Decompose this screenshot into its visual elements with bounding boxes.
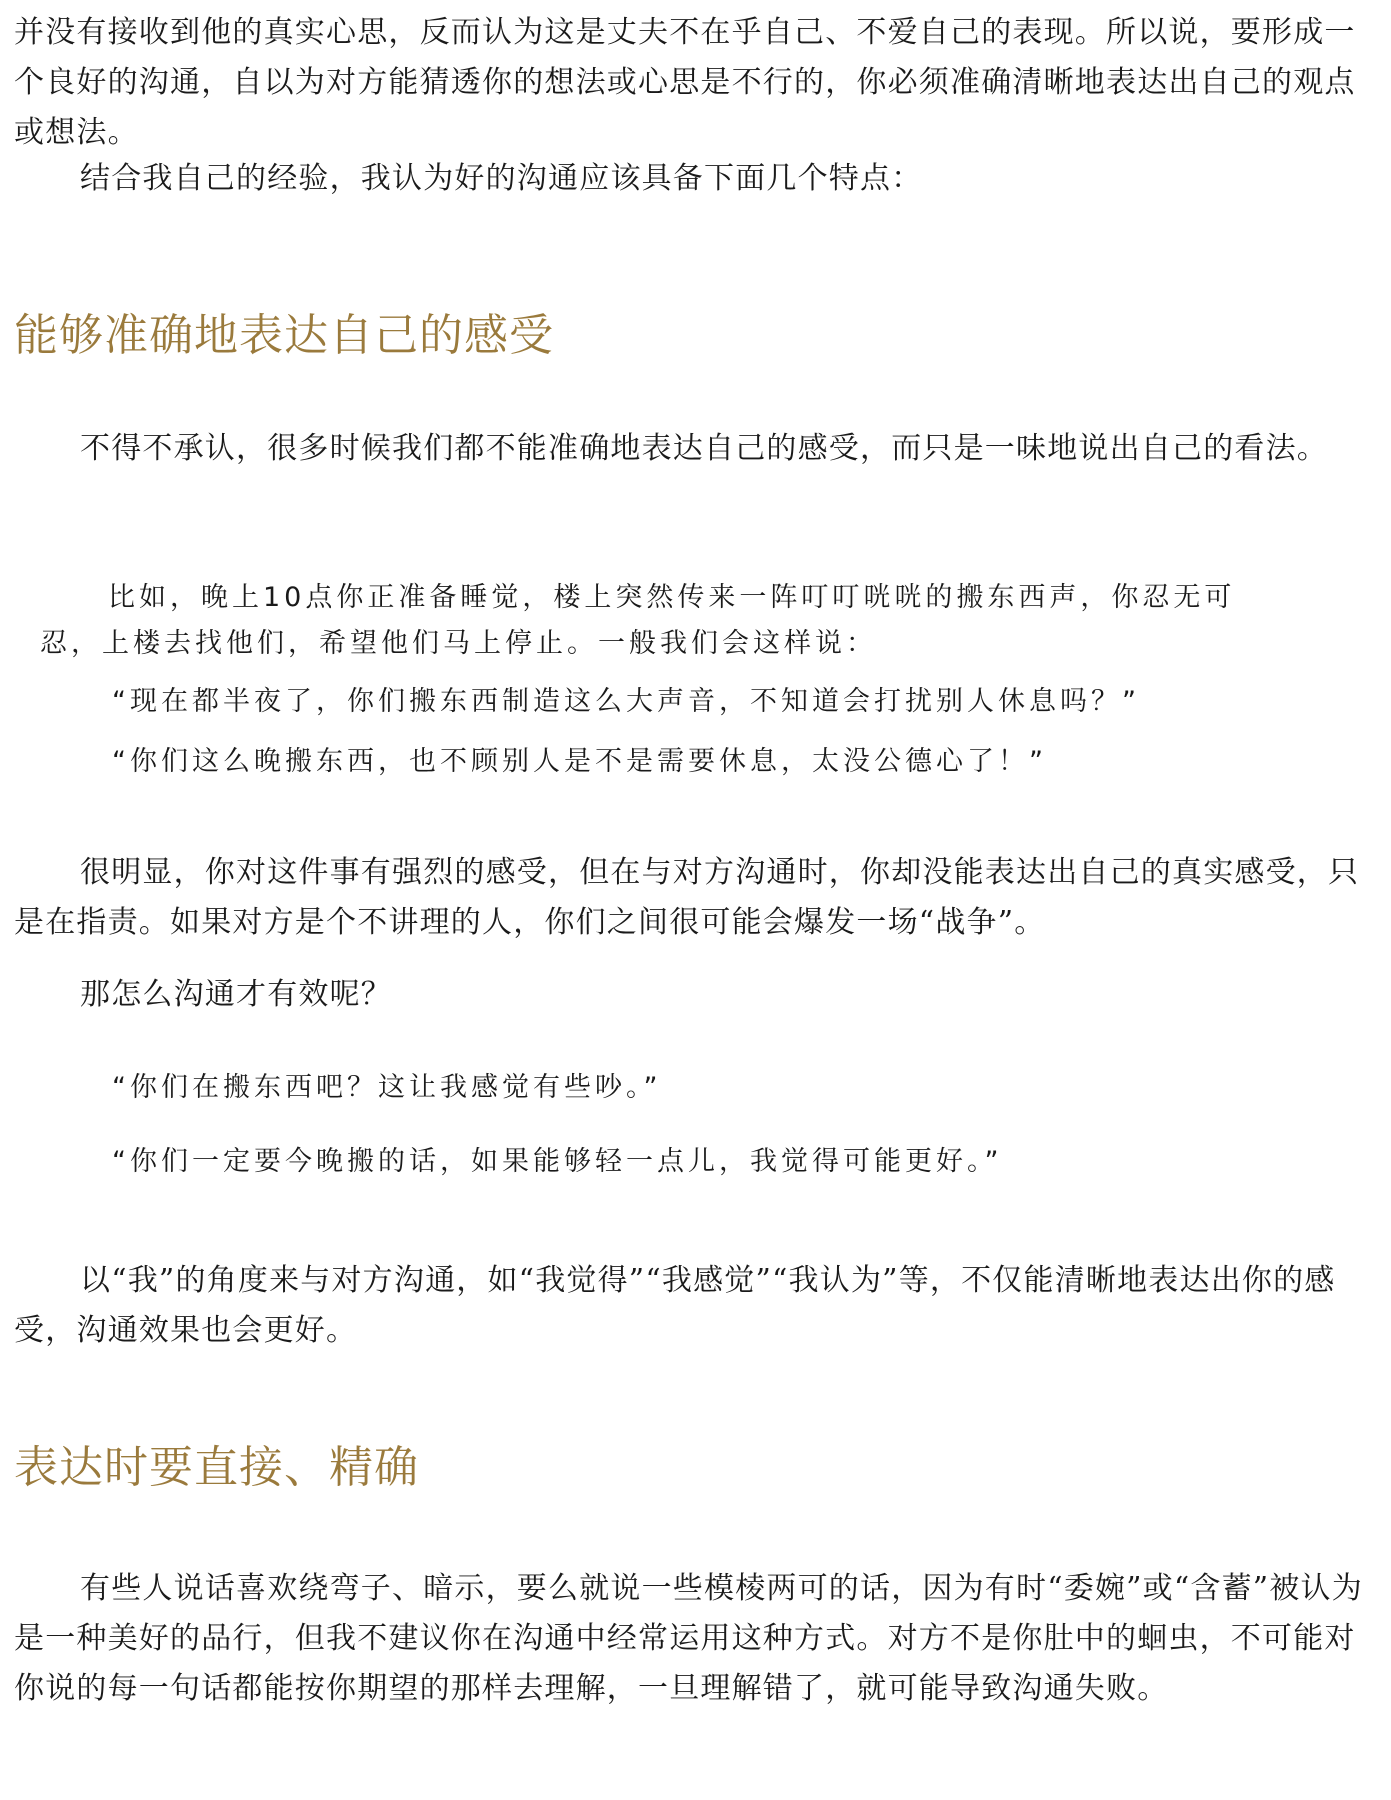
paragraph-indirect-speech: 有些人说话喜欢绕弯子、暗示，要么就说一些模棱两可的话，因为有时“委婉”或“含蓄”被认为是一种美好的品行，但我不建议你在沟通中经常运用这种方式。对方不是你肚中的蛔虫，不可能对你说的每一句话都能按你期望的那样去理解，一旦理解错了，就可能导致沟通失败。	[14, 1571, 1363, 1706]
quote-intro-line-2: 忍，上楼去找他们，希望他们马上停止。一般我们会这样说：	[40, 628, 877, 659]
section-heading-direct-precise: 表达时要直接、精确	[14, 1442, 419, 1493]
quote-good-example-2: “你们一定要今晚搬的话，如果能够轻一点儿，我觉得可能更好。”	[112, 1146, 1003, 1177]
section-heading-express-feelings: 能够准确地表达自己的感受	[14, 310, 554, 361]
paragraph-i-statements: 以“我”的角度来与对方沟通，如“我觉得”“我感觉”“我认为”等，不仅能清晰地表达出你的感受，沟通效果也会更好。	[14, 1263, 1336, 1348]
quote-intro-line-1: 比如，晚上10点你正准备睡觉，楼上突然传来一阵叮叮咣咣的搬东西声，你忍无可	[108, 582, 1236, 613]
paragraph-intro: 并没有接收到他的真实心思，反而认为这是丈夫不在乎自己、不爱自己的表现。所以说，要形成一个良好的沟通，自以为对方能猜透你的想法或心思是不行的，你必须准确清晰地表达出自己的观点或想法。	[14, 15, 1356, 150]
paragraph-lead-in: 结合我自己的经验，我认为好的沟通应该具备下面几个特点：	[80, 161, 923, 196]
quote-bad-example-1: “现在都半夜了，你们搬东西制造这么大声音，不知道会打扰别人休息吗？”	[112, 686, 1140, 717]
paragraph-admission: 不得不承认，很多时候我们都不能准确地表达自己的感受，而只是一味地说出自己的看法。	[80, 431, 1328, 466]
paragraph-question: 那怎么沟通才有效呢？	[80, 977, 392, 1012]
paragraph-analysis: 很明显，你对这件事有强烈的感受，但在与对方沟通时，你却没能表达出自己的真实感受，只是在指责。如果对方是个不讲理的人，你们之间很可能会爆发一场“战争”。	[14, 855, 1360, 940]
quote-bad-example-2: “你们这么晚搬东西，也不顾别人是不是需要休息，太没公德心了！”	[112, 746, 1047, 777]
quote-good-example-1: “你们在搬东西吧？这让我感觉有些吵。”	[112, 1072, 662, 1103]
